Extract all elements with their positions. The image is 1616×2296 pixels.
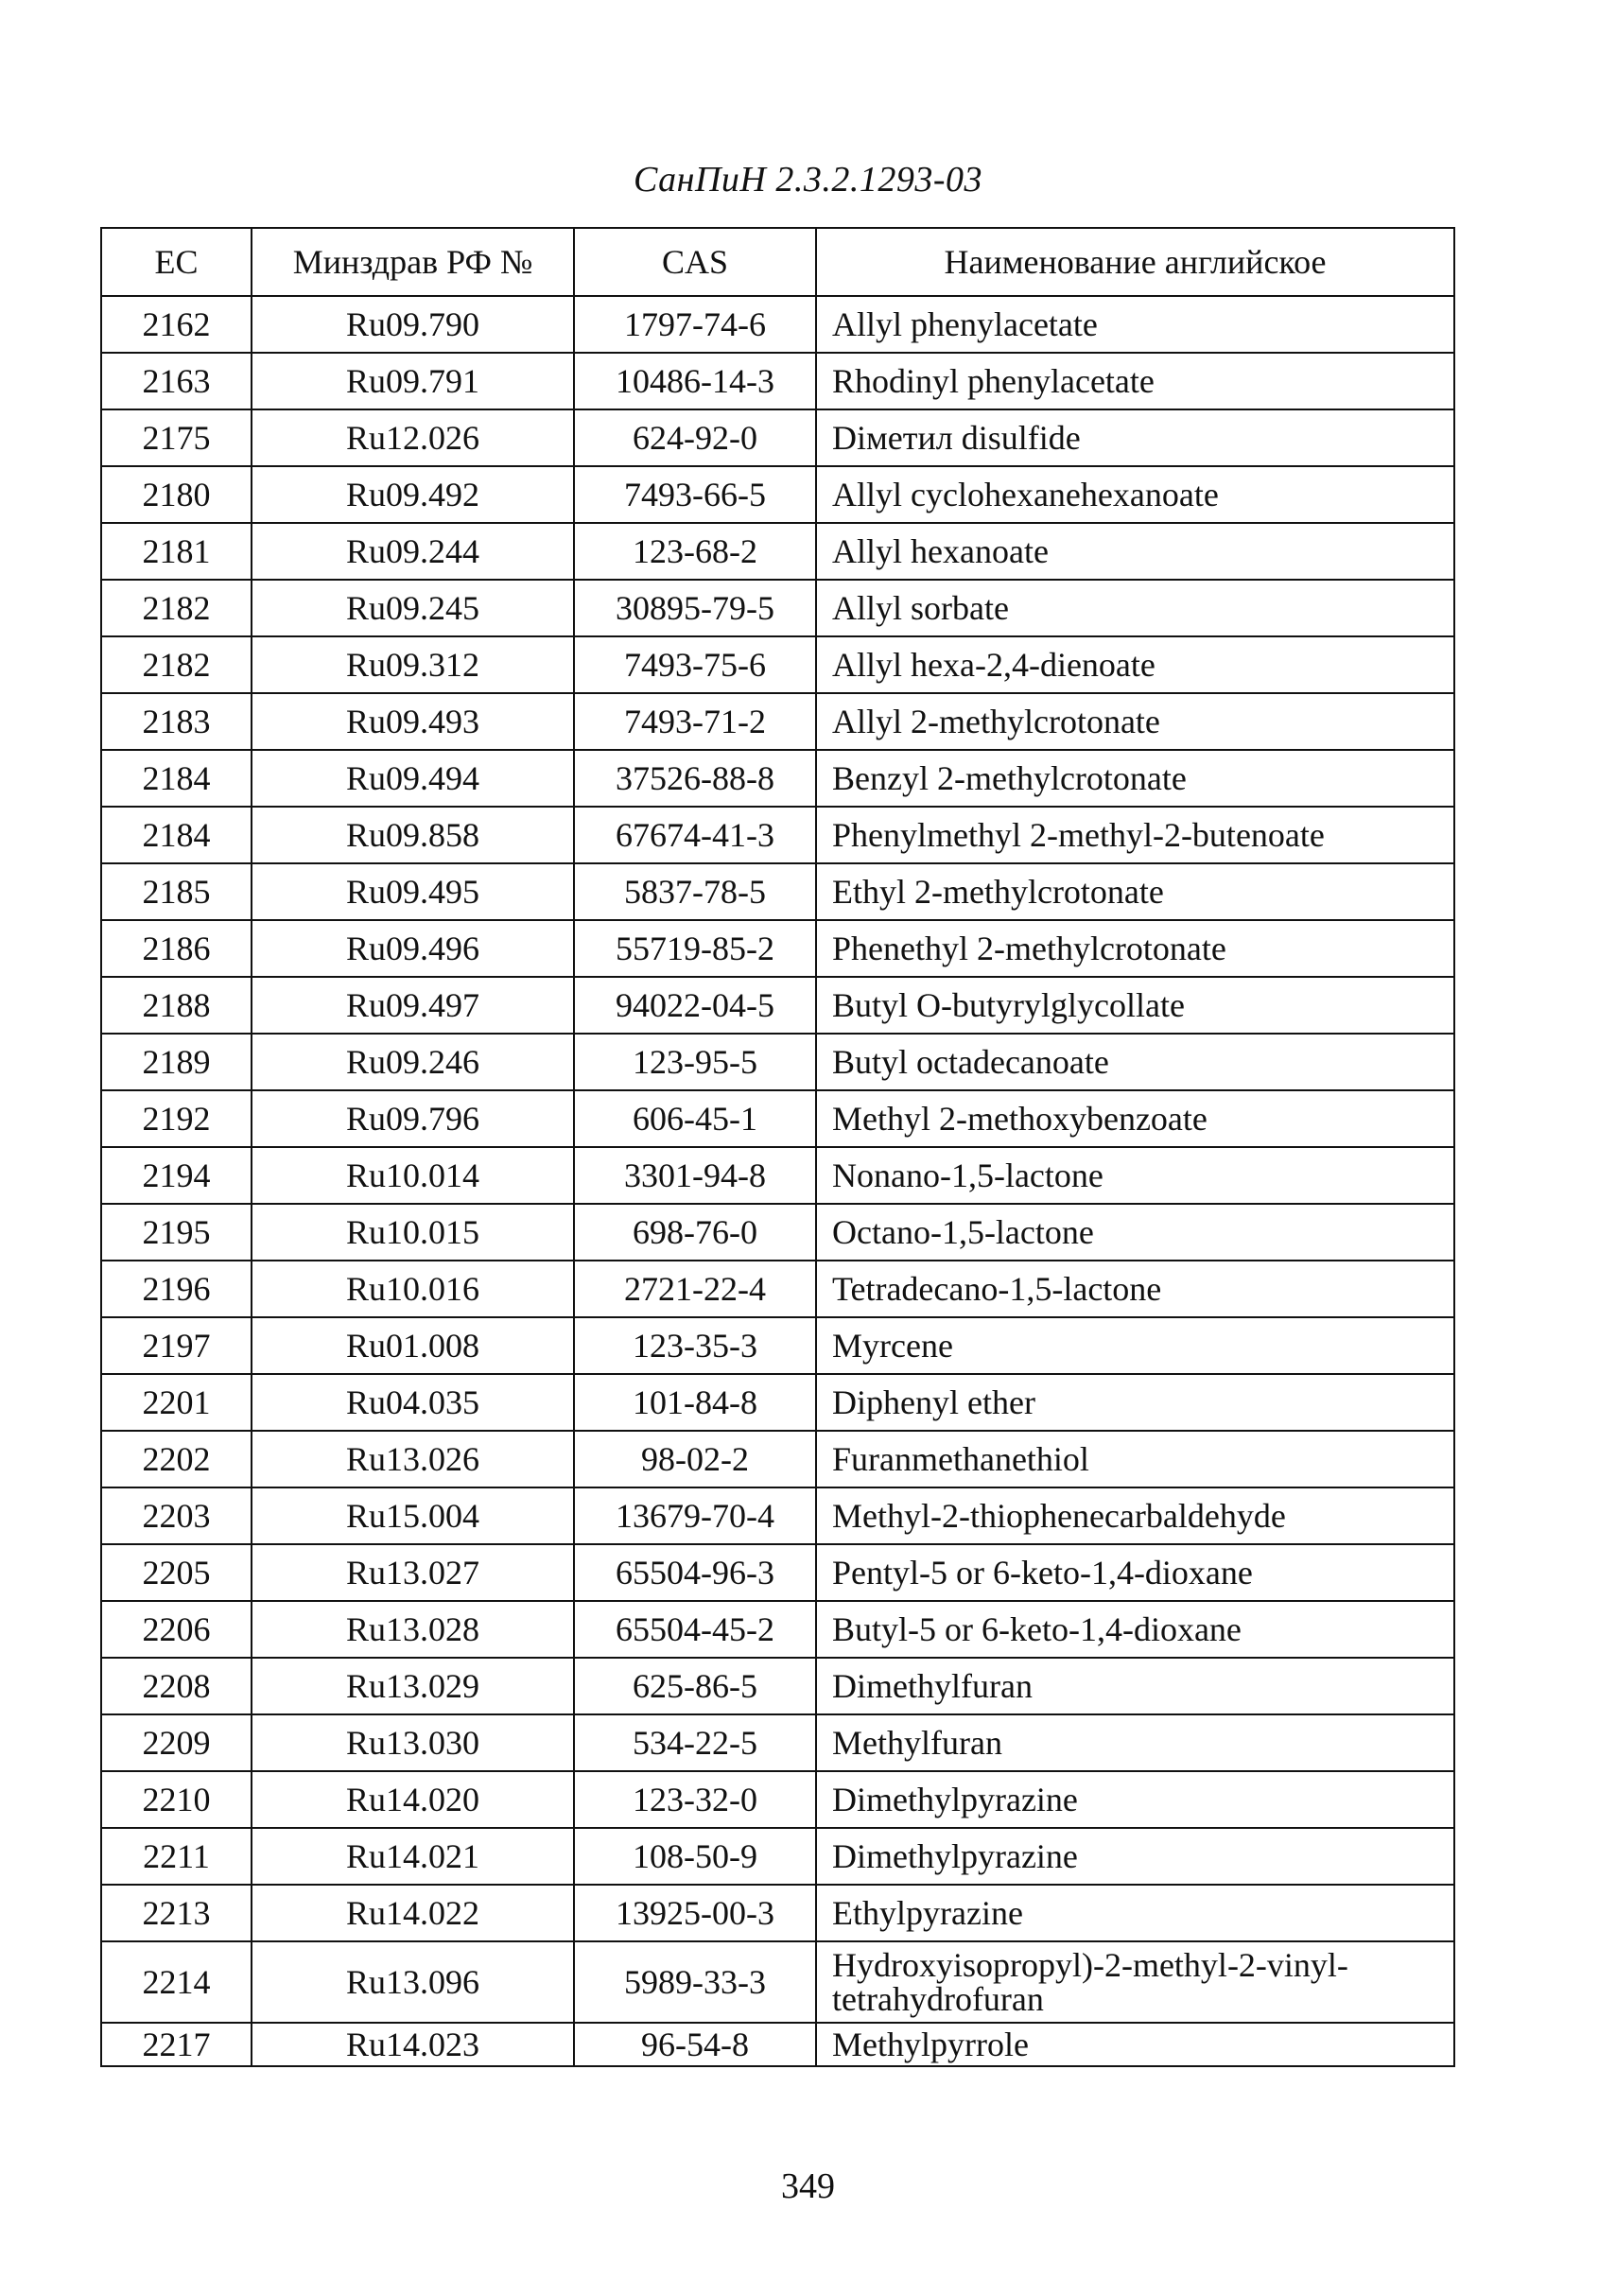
ec-cell: 2163 [101,353,252,409]
minzdrav-cell: Ru14.022 [252,1885,574,1941]
table-row [101,1658,1454,1714]
table-row [101,2023,1454,2066]
table-header-row [101,228,1454,296]
english-name-cell: Butyl octadecanoate [816,1034,1454,1090]
minzdrav-cell: Ru14.021 [252,1828,574,1885]
ec-cell: 2185 [101,863,252,920]
ec-cell: 2183 [101,693,252,750]
table-row [101,1487,1454,1544]
column-header-cas: CAS [574,228,816,296]
cas-cell: 13925-00-3 [574,1885,816,1941]
table-row [101,1147,1454,1204]
english-name-cell: Phenethyl 2-methylcrotonate [816,920,1454,977]
ec-cell: 2205 [101,1544,252,1601]
cas-cell: 534-22-5 [574,1714,816,1771]
minzdrav-cell: Ru14.020 [252,1771,574,1828]
cas-cell: 1797-74-6 [574,296,816,353]
cas-cell: 7493-66-5 [574,466,816,523]
ec-cell: 2184 [101,807,252,863]
english-name-cell: Allyl cyclohexanehexanoate [816,466,1454,523]
minzdrav-cell: Ru09.244 [252,523,574,580]
ec-cell: 2211 [101,1828,252,1885]
english-name-cell: Butyl O-butyrylglycollate [816,977,1454,1034]
english-name-cell: Allyl hexa-2,4-dienoate [816,636,1454,693]
table-row [101,977,1454,1034]
minzdrav-cell: Ru09.497 [252,977,574,1034]
cas-cell: 98-02-2 [574,1431,816,1487]
minzdrav-cell: Ru09.790 [252,296,574,353]
ec-cell: 2202 [101,1431,252,1487]
minzdrav-cell: Ru01.008 [252,1317,574,1374]
substances-table [100,227,1455,2067]
table-row [101,523,1454,580]
ec-cell: 2182 [101,636,252,693]
ec-cell: 2195 [101,1204,252,1261]
cas-cell: 5837-78-5 [574,863,816,920]
minzdrav-cell: Ru15.004 [252,1487,574,1544]
table-row [101,1317,1454,1374]
column-header-ec: ЕС [101,228,252,296]
cas-cell: 10486-14-3 [574,353,816,409]
ec-cell: 2175 [101,409,252,466]
cas-cell: 37526-88-8 [574,750,816,807]
cas-cell: 123-68-2 [574,523,816,580]
table-row [101,807,1454,863]
cas-cell: 123-32-0 [574,1771,816,1828]
ec-cell: 2208 [101,1658,252,1714]
english-name-cell: Allyl 2-methylcrotonate [816,693,1454,750]
english-name-cell: Hydroxyisopropyl)-2-methyl-2-vinyl-tetrahydrofuran [816,1941,1454,2023]
cas-cell: 67674-41-3 [574,807,816,863]
ec-cell: 2184 [101,750,252,807]
table-row [101,693,1454,750]
minzdrav-cell: Ru09.246 [252,1034,574,1090]
minzdrav-cell: Ru09.312 [252,636,574,693]
table-row [101,1941,1454,2023]
english-name-cell: Methylfuran [816,1714,1454,1771]
table-row [101,1828,1454,1885]
ec-cell: 2203 [101,1487,252,1544]
minzdrav-cell: Ru13.030 [252,1714,574,1771]
english-name-cell: Nonano-1,5-lactone [816,1147,1454,1204]
ec-cell: 2217 [101,2023,252,2066]
ec-cell: 2162 [101,296,252,353]
minzdrav-cell: Ru04.035 [252,1374,574,1431]
cas-cell: 7493-71-2 [574,693,816,750]
minzdrav-cell: Ru09.493 [252,693,574,750]
english-name-cell: Dimethylfuran [816,1658,1454,1714]
table-row [101,920,1454,977]
ec-cell: 2192 [101,1090,252,1147]
cas-cell: 625-86-5 [574,1658,816,1714]
cas-cell: 606-45-1 [574,1090,816,1147]
table-row [101,1261,1454,1317]
table-row [101,1204,1454,1261]
minzdrav-cell: Ru10.016 [252,1261,574,1317]
cas-cell: 101-84-8 [574,1374,816,1431]
ec-cell: 2194 [101,1147,252,1204]
cas-cell: 30895-79-5 [574,580,816,636]
ec-cell: 2182 [101,580,252,636]
cas-cell: 123-95-5 [574,1034,816,1090]
table-row [101,580,1454,636]
cas-cell: 123-35-3 [574,1317,816,1374]
english-name-cell: Dimethylpyrazine [816,1771,1454,1828]
running-title: СанПиН 2.3.2.1293-03 [634,160,982,200]
cas-cell: 13679-70-4 [574,1487,816,1544]
cas-cell: 624-92-0 [574,409,816,466]
table-row [101,750,1454,807]
table-row [101,296,1454,353]
cas-cell: 94022-04-5 [574,977,816,1034]
english-name-cell: Benzyl 2-methylcrotonate [816,750,1454,807]
english-name-cell: Tetradecano-1,5-lactone [816,1261,1454,1317]
cas-cell: 2721-22-4 [574,1261,816,1317]
english-name-cell: Diphenyl ether [816,1374,1454,1431]
minzdrav-cell: Ru09.796 [252,1090,574,1147]
english-name-cell: Methylpyrrole [816,2023,1454,2066]
table-row [101,636,1454,693]
english-name-cell: Dimethylpyrazine [816,1828,1454,1885]
cas-cell: 55719-85-2 [574,920,816,977]
minzdrav-cell: Ru09.496 [252,920,574,977]
minzdrav-cell: Ru10.015 [252,1204,574,1261]
minzdrav-cell: Ru09.494 [252,750,574,807]
ec-cell: 2186 [101,920,252,977]
minzdrav-cell: Ru09.791 [252,353,574,409]
minzdrav-cell: Ru09.492 [252,466,574,523]
table-row [101,1090,1454,1147]
table-row [101,1431,1454,1487]
english-name-cell: Diметил disulfide [816,409,1454,466]
english-name-cell: Methyl 2-methoxybenzoate [816,1090,1454,1147]
ec-cell: 2206 [101,1601,252,1658]
ec-cell: 2188 [101,977,252,1034]
ec-cell: 2201 [101,1374,252,1431]
english-name-cell: Octano-1,5-lactone [816,1204,1454,1261]
ec-cell: 2214 [101,1941,252,2023]
table-row [101,1885,1454,1941]
ec-cell: 2196 [101,1261,252,1317]
table-row [101,1374,1454,1431]
table-row [101,1544,1454,1601]
cas-cell: 5989-33-3 [574,1941,816,2023]
english-name-cell: Allyl sorbate [816,580,1454,636]
english-name-cell: Allyl phenylacetate [816,296,1454,353]
english-name-cell: Furanmethanethiol [816,1431,1454,1487]
ec-cell: 2210 [101,1771,252,1828]
ec-cell: 2197 [101,1317,252,1374]
table-body [101,296,1454,2066]
table-row [101,863,1454,920]
minzdrav-cell: Ru09.245 [252,580,574,636]
ec-cell: 2213 [101,1885,252,1941]
table-row [101,409,1454,466]
table-row [101,1771,1454,1828]
minzdrav-cell: Ru13.027 [252,1544,574,1601]
minzdrav-cell: Ru09.495 [252,863,574,920]
english-name-cell: Pentyl-5 or 6-keto-1,4-dioxane [816,1544,1454,1601]
table-row [101,1714,1454,1771]
english-name-cell: Ethyl 2-methylcrotonate [816,863,1454,920]
cas-cell: 7493-75-6 [574,636,816,693]
minzdrav-cell: Ru13.096 [252,1941,574,2023]
english-name-cell: Myrcene [816,1317,1454,1374]
cas-cell: 65504-45-2 [574,1601,816,1658]
column-header-minzdrav-number: Минздрав РФ № [252,228,574,296]
ec-cell: 2180 [101,466,252,523]
table-row [101,1601,1454,1658]
cas-cell: 3301-94-8 [574,1147,816,1204]
minzdrav-cell: Ru12.026 [252,409,574,466]
cas-cell: 65504-96-3 [574,1544,816,1601]
cas-cell: 698-76-0 [574,1204,816,1261]
english-name-cell: Ethylpyrazine [816,1885,1454,1941]
ec-cell: 2181 [101,523,252,580]
cas-cell: 108-50-9 [574,1828,816,1885]
minzdrav-cell: Ru09.858 [252,807,574,863]
english-name-cell: Methyl-2-thiophenecarbaldehyde [816,1487,1454,1544]
minzdrav-cell: Ru13.029 [252,1658,574,1714]
table-row [101,466,1454,523]
minzdrav-cell: Ru13.028 [252,1601,574,1658]
cas-cell: 96-54-8 [574,2023,816,2066]
minzdrav-cell: Ru14.023 [252,2023,574,2066]
ec-cell: 2189 [101,1034,252,1090]
english-name-cell: Phenylmethyl 2-methyl-2-butenoate [816,807,1454,863]
minzdrav-cell: Ru13.026 [252,1431,574,1487]
english-name-cell: Rhodinyl phenylacetate [816,353,1454,409]
column-header-english-name: Наименование английское [816,228,1454,296]
page-number: 349 [781,2166,835,2206]
english-name-cell: Allyl hexanoate [816,523,1454,580]
table-row [101,353,1454,409]
table-row [101,1034,1454,1090]
english-name-cell: Butyl-5 or 6-keto-1,4-dioxane [816,1601,1454,1658]
ec-cell: 2209 [101,1714,252,1771]
minzdrav-cell: Ru10.014 [252,1147,574,1204]
